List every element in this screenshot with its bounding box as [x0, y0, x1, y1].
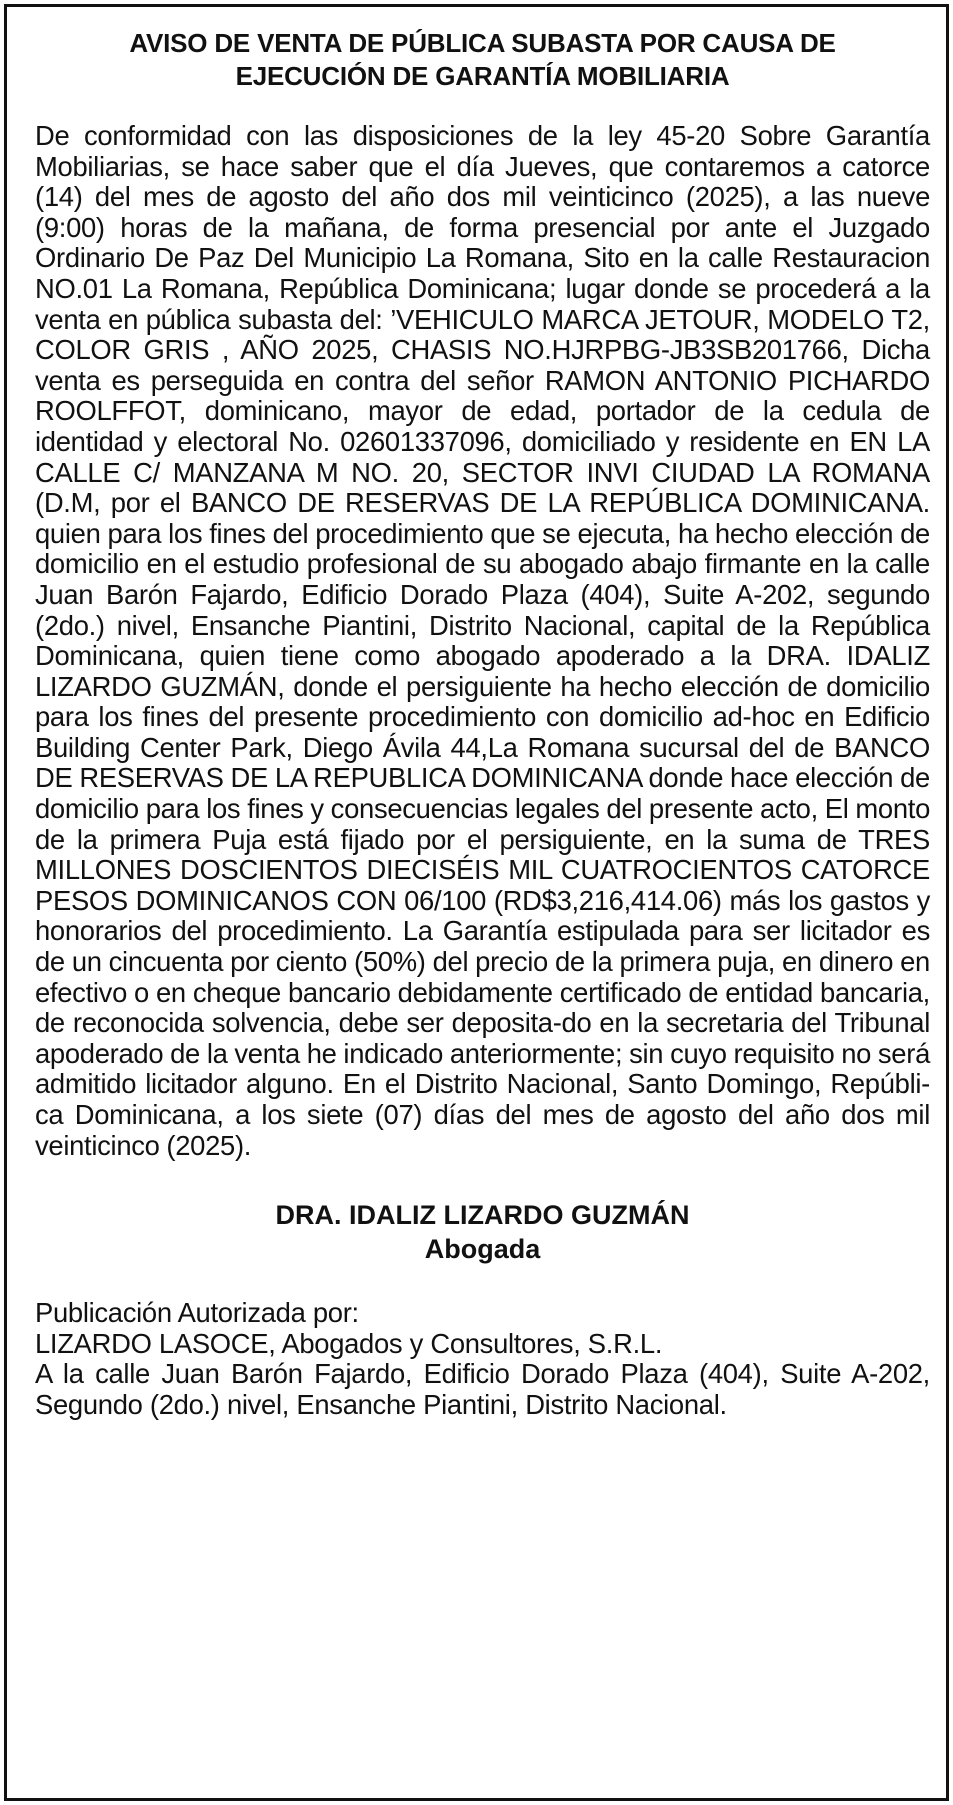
- publication-address: A la calle Juan Barón Fajardo, Edificio Dorado Plaza (404), Suite A-202, Segundo (2do.) nivel, Ensanche Piantini, Distrito Nacional.: [35, 1358, 930, 1420]
- notice-content: [35, 27, 930, 1421]
- publication-label: Publicación Autorizada por:: [35, 1297, 359, 1329]
- notice-title-line-1: AVISO DE VENTA DE PÚBLICA SUBASTA POR CAUSA DE: [129, 28, 836, 58]
- notice-border: [4, 4, 949, 1801]
- notice-title-line-2: EJECUCIÓN DE GARANTÍA MOBILIARIA: [235, 61, 730, 91]
- publication-block: [35, 1298, 930, 1420]
- signature-block: [35, 1198, 930, 1266]
- publication-firm: LIZARDO LASOCE, Abogados y Consultores, S.R.L.: [35, 1327, 663, 1359]
- signature-name: DRA. IDALIZ LIZARDO GUZMÁN: [275, 1200, 690, 1231]
- notice-title: [35, 27, 930, 93]
- notice-body: De conformidad con las disposiciones de la ley 45-20 Sobre Garantía Mobiliarias, se hace saber que el día Jueves, que contaremos a catorce (14) del mes de agosto del año dos mil veinticinco (2025), a las nueve (9:00) horas de la mañana, de forma presencial por ante el Juzgado Ordinario De Paz Del Municipio La Romana, Sito en la calle Restauracion NO.01 La Romana, República Dominicana; lugar donde se procederá a la venta en pública subasta del: ’VEHICULO MARCA JETOUR, MODELO T2, COLOR GRIS , AÑO 2025, CHASIS NO.HJRPBG-JB3SB201766, Dicha venta es perseguida en contra del señor RAMON ANTONIO PICHARDO ROOLFFOT, dominicano, mayor de edad, portador de la cedula de identidad y electoral No. 02601337096, domiciliado y residente en EN LA CALLE C/ MANZANA M NO. 20, SECTOR INVI CIUDAD LA ROMANA (D.M, por el BANCO DE RESERVAS DE LA REPÚBLICA DOMINICANA. quien para los fines del procedimiento que se ejecuta, ha hecho elección de domicilio en el estudio profesional de su abogado abajo firmante en la calle Juan Barón Fajardo, Edificio Dorado Plaza (404), Suite A-202, segundo (2do.) nivel, Ensanche Piantini, Distrito Nacional, capital de la República Dominicana, quien tiene como abogado apoderado a la DRA. IDALIZ LIZARDO GUZMÁN, donde el persiguiente ha hecho elección de domicilio para los fines del presente procedimiento con domicilio ad-hoc en Edificio Building Center Park, Diego Ávila 44,La Romana sucursal del de BANCO DE RESERVAS DE LA REPUBLICA DOMINICANA donde hace elección de domicilio para los fines y consecuencias legales del presente acto, El monto de la primera Puja está fijado por el persiguiente, en la suma de TRES MILLONES DOSCIENTOS DIECISÉIS MIL CUATROCIENTOS CATORCE PESOS DOMINICANOS CON 06/100 (RD$3,216,414.06) más los gastos y honorarios del procedimiento. La Garantía estipulada para ser licitador es de un cincuenta por ciento (50%) del precio de la primera puja, en dinero en efectivo o en cheque bancario debidamente certificado de entidad bancaria, de reconocida solvencia, debe ser deposita-do en la secretaria del Tribunal apoderado de la venta he indicado anteriormente; sin cuyo requisito no será admitido licitador alguno. En el Distrito Nacional, Santo Domingo, Repúbli-ca Dominicana, a los siete (07) días del mes de agosto del año dos mil veinticinco (2025).: [35, 120, 930, 1161]
- signature-role: Abogada: [424, 1234, 541, 1265]
